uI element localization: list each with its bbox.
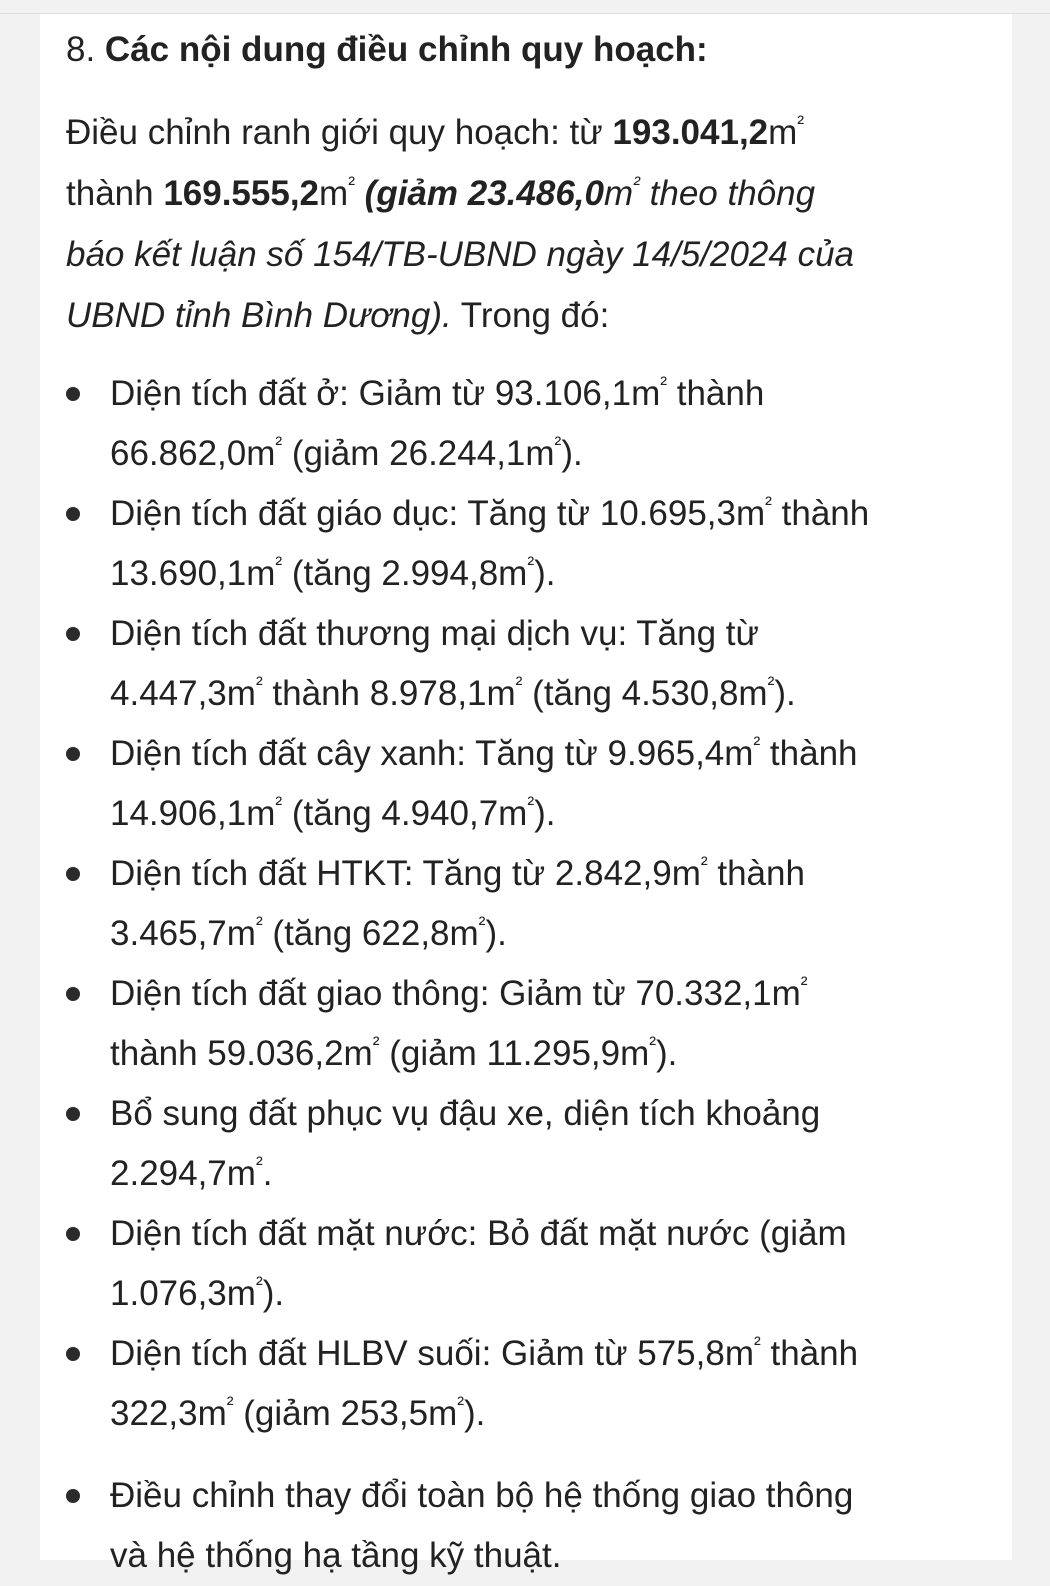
intro-text: thành (66, 174, 164, 213)
intro-unit: m (319, 174, 349, 213)
item-text: Diện tích đất mặt nước: Bỏ đất mặt nước (giảm (110, 1214, 847, 1253)
item-text: thành 59.036,2m (110, 1034, 373, 1073)
item-text: ). (485, 914, 507, 953)
list-item (0, 604, 1050, 724)
sup-2: ² (765, 493, 772, 516)
sup-2: ² (275, 553, 283, 576)
sup-2: ² (348, 173, 355, 196)
sup-2: ² (767, 673, 775, 696)
sup-2: ² (797, 112, 805, 135)
item-text: Diện tích đất thương mại dịch vụ: Tăng từ (110, 614, 759, 653)
intro-old-area: 193.041,2 (612, 113, 769, 152)
adjustment-list (0, 364, 1050, 1586)
item-text: Diện tích đất HLBV suối: Giảm từ 575,8m (110, 1334, 754, 1373)
bullet-icon (66, 627, 80, 641)
sup-2: ² (275, 433, 283, 456)
item-text: 4.447,3m (110, 674, 256, 713)
intro-new-area: 169.555,2 (163, 174, 320, 213)
list-item (0, 364, 1050, 484)
sup-2: ² (255, 1273, 263, 1296)
sup-2: ² (753, 733, 761, 756)
intro-text: theo thông (639, 174, 816, 213)
list-item (0, 844, 1050, 964)
sup-2: ² (515, 673, 523, 696)
item-text: thành (760, 734, 858, 773)
heading-number: 8. (66, 30, 105, 69)
sup-2: ² (527, 793, 535, 816)
bullet-icon (66, 507, 80, 521)
item-text: (giảm 11.295,9m (379, 1034, 650, 1073)
item-text: thành 8.978,1m (262, 674, 516, 713)
bullet-icon (66, 1107, 80, 1121)
list-item (0, 484, 1050, 604)
heading-title: Các nội dung điều chỉnh quy hoạch: (104, 30, 708, 69)
intro-line-1 (66, 102, 986, 163)
item-text: thành (760, 1334, 859, 1373)
sup-2: ² (255, 913, 263, 936)
sup-2: ² (700, 853, 708, 876)
item-text: thành (707, 854, 805, 893)
sup-2: ² (226, 1393, 234, 1416)
bullet-icon (66, 1347, 80, 1361)
sup-2: ² (255, 673, 263, 696)
item-text: 3.465,7m (110, 914, 256, 953)
bullet-icon (66, 1489, 80, 1503)
item-text: 1.076,3m (110, 1274, 256, 1313)
sup-2: ² (478, 913, 486, 936)
intro-unit: m (604, 174, 634, 213)
sup-2: ² (372, 1033, 380, 1056)
item-text: (giảm 253,5m (233, 1394, 458, 1433)
bullet-icon (66, 987, 80, 1001)
list-item (0, 964, 1050, 1084)
sup-2: ² (457, 1393, 464, 1416)
item-text: . (262, 1154, 273, 1193)
item-text: ). (774, 674, 796, 713)
intro-line-2 (66, 163, 986, 224)
sup-2: ² (554, 433, 562, 456)
intro-text: UBND tỉnh Bình Dương). (66, 296, 452, 335)
item-text: ). (534, 794, 556, 833)
intro-decrease: (giảm 23.486,0 (354, 174, 604, 213)
intro-text: Điều chỉnh ranh giới quy hoạch: từ (66, 113, 613, 152)
item-text: (tăng 622,8m (262, 914, 479, 953)
item-text: Điều chỉnh thay đổi toàn bộ hệ thống giao thông (110, 1476, 854, 1515)
item-text: 322,3m (110, 1394, 227, 1433)
item-text: Bổ sung đất phục vụ đậu xe, diện tích khoảng (110, 1094, 821, 1133)
sup-2: ² (660, 373, 668, 396)
intro-line-3 (66, 224, 986, 285)
list-item (0, 724, 1050, 844)
section-heading (66, 22, 708, 78)
item-text: ). (262, 1274, 285, 1313)
item-text: Diện tích đất giáo dục: Tăng từ 10.695,3m (110, 494, 766, 533)
item-text: 14.906,1m (110, 794, 276, 833)
intro-unit: m (768, 113, 798, 152)
list-item (0, 1324, 1050, 1444)
item-text: thành (667, 374, 765, 413)
item-text: ). (534, 554, 556, 593)
item-text: 2.294,7m (110, 1154, 256, 1193)
item-text: ). (464, 1394, 486, 1433)
intro-line-4 (66, 285, 986, 346)
item-text: 66.862,0m (110, 434, 276, 473)
item-text: và hệ thống hạ tầng kỹ thuật. (110, 1536, 562, 1575)
bullet-icon (66, 747, 80, 761)
sup-2: ² (800, 973, 808, 996)
item-text: Diện tích đất HTKT: Tăng từ 2.842,9m (110, 854, 701, 893)
sup-2: ² (649, 1033, 657, 1056)
item-text: Diện tích đất cây xanh: Tăng từ 9.965,4m (110, 734, 754, 773)
list-item (0, 1084, 1050, 1204)
item-text: thành (771, 494, 870, 533)
item-text: Diện tích đất ở: Giảm từ 93.106,1m (110, 374, 661, 413)
item-text: (tăng 4.940,7m (282, 794, 528, 833)
sup-2: ² (527, 553, 535, 576)
item-text: 13.690,1m (110, 554, 276, 593)
item-text: ). (561, 434, 583, 473)
intro-text: báo kết luận số 154/TB-UBND ngày 14/5/2024 của (66, 235, 854, 274)
bullet-icon (66, 1227, 80, 1241)
item-text: (tăng 2.994,8m (282, 554, 528, 593)
item-text: (tăng 4.530,8m (522, 674, 768, 713)
sup-2: ² (633, 173, 640, 196)
list-item (0, 1466, 1050, 1586)
sup-2: ² (754, 1333, 761, 1356)
intro-text: Trong đó: (451, 296, 610, 335)
item-text: ). (656, 1034, 678, 1073)
intro-paragraph (66, 102, 986, 346)
sup-2: ² (255, 1153, 263, 1176)
list-item (0, 1204, 1050, 1324)
item-text: Diện tích đất giao thông: Giảm từ 70.332,1m (110, 974, 801, 1013)
bullet-icon (66, 867, 80, 881)
sup-2: ² (275, 793, 283, 816)
bullet-icon (66, 387, 80, 401)
item-text: (giảm 26.244,1m (282, 434, 555, 473)
